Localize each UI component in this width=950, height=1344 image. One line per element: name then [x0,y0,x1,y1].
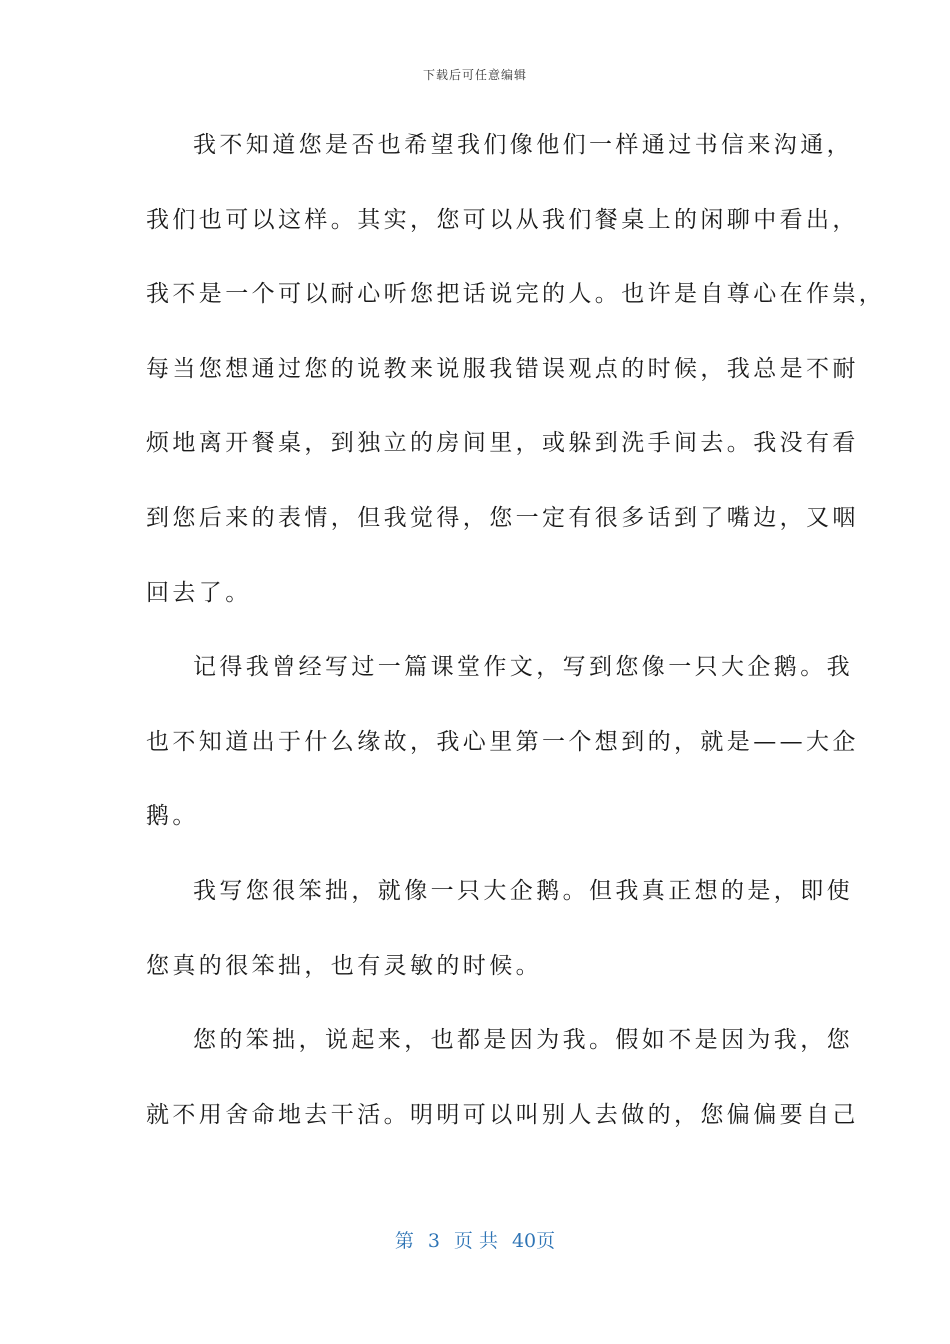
page-footer [0,1226,950,1253]
text-line: 每当您想通过您的说教来说服我错误观点的时候，我总是不耐 [146,355,859,382]
current-page-number: 3 [427,1230,440,1252]
text-line: 记得我曾经写过一篇课堂作文，写到您像一只大企鹅。我 [193,654,853,681]
text-line: 我们也可以这样。其实，您可以从我们餐桌上的闲聊中看出， [146,206,859,233]
text-line: 鹅。 [146,803,199,830]
text-line: 烦地离开餐桌，到独立的房间里，或躲到洗手间去。我没有看 [146,430,859,457]
page-header: 下载后可任意编辑 [422,68,527,82]
text-line: 您真的很笨拙，也有灵敏的时候。 [146,952,542,979]
text-line: 到您后来的表情，但我觉得，您一定有很多话到了嘴边，又咽 [146,504,859,531]
total-page-count: 40 [511,1230,537,1252]
text-line: 我不知道您是否也希望我们像他们一样通过书信来沟通， [193,132,853,158]
text-line: 您的笨拙，说起来，也都是因为我。假如不是因为我，您 [193,1027,853,1054]
footer-prefix: 第 [394,1230,414,1252]
text-line: 就不用舍命地去干活。明明可以叫别人去做的，您偏偏要自己 [146,1101,859,1128]
text-line: 回去了。 [146,579,252,606]
document-body [146,120,886,1164]
text-line: 我不是一个可以耐心听您把话说完的人。也许是自尊心在作祟， [146,281,886,308]
footer-middle: 页 共 [453,1230,498,1252]
footer-suffix: 页 [536,1230,556,1252]
text-line: 也不知道出于什么缘故，我心里第一个想到的，就是——大企 [146,728,859,755]
text-line: 我写您很笨拙，就像一只大企鹅。但我真正想的是，即使 [193,877,853,904]
